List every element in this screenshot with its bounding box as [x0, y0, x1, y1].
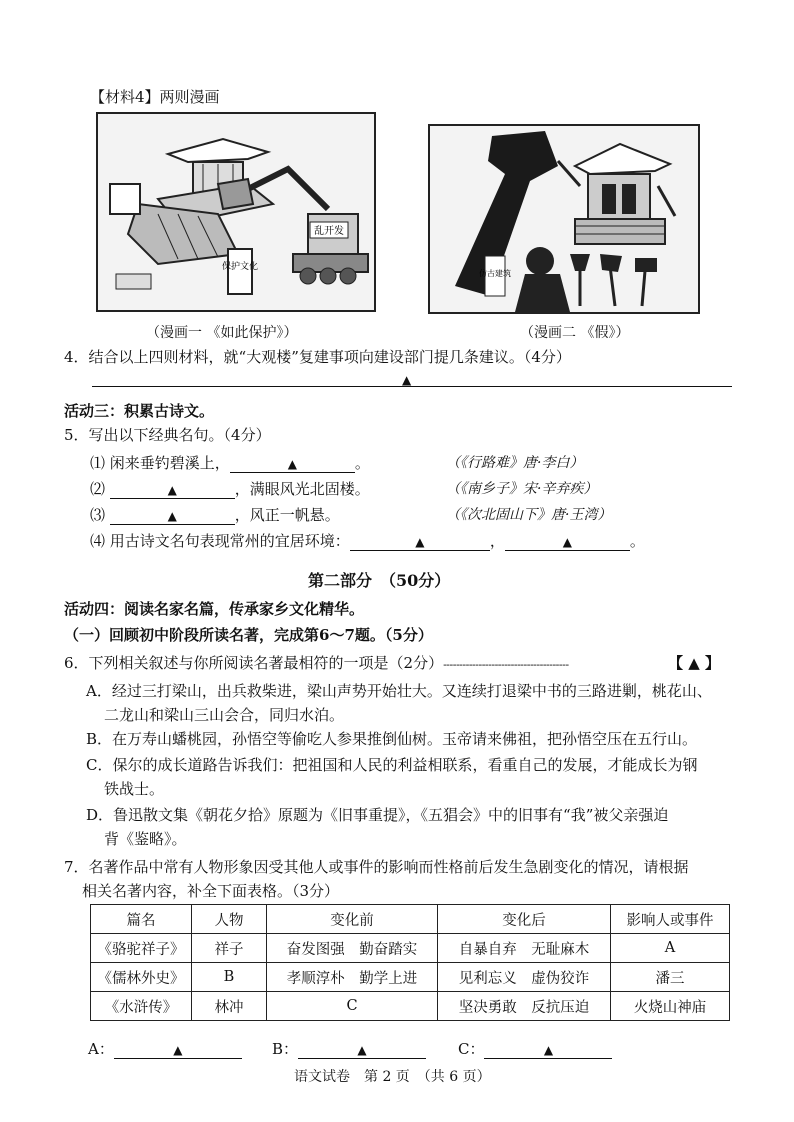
q5-item-1-post: 。 — [354, 454, 370, 472]
table-cell: 火烧山神庙 — [611, 992, 730, 1021]
cartoon2-plaque: 仿古建筑 — [479, 269, 511, 278]
table-cell: 孝顺淳朴 勤学上进 — [267, 963, 438, 992]
question-6-text: 6．下列相关叙述与你所阅读名著最相符的一项是（2分） — [64, 654, 444, 672]
table-row — [91, 992, 730, 1021]
q5-item-2 — [90, 478, 370, 499]
table-cell: B — [192, 963, 267, 992]
cartoon-1-caption: （漫画一 《如此保护》） — [146, 325, 298, 341]
part-2-title: 第二部分 （50分） — [308, 571, 451, 590]
answer-a-blank[interactable] — [114, 1042, 242, 1059]
q5-item-2-num: ⑵ — [90, 480, 106, 498]
cartoon-1 — [96, 112, 376, 312]
q6-option-c-line1: C．保尔的成长道路告诉我们：把祖国和人民的利益相联系，看重自己的发展，才能成长为钢 — [86, 756, 698, 774]
question-6 — [64, 652, 569, 673]
q4-blank-mark: ▲ — [402, 373, 412, 387]
section-1-heading: （一）回顾初中阶段所读名著，完成第6～7题。（5分） — [64, 626, 433, 644]
answer-b-blank[interactable] — [298, 1042, 426, 1059]
q5-item-2-post: ，满眼风光北固楼。 — [234, 480, 370, 498]
q5-item-3-num: ⑶ — [90, 506, 106, 524]
page-footer: 语文试卷 第 2 页 （共 6 页） — [294, 1069, 491, 1085]
cartoon-2-caption: （漫画二 《假》） — [520, 325, 630, 341]
blank-mark: ▲ — [167, 483, 177, 497]
q6-option-a-line1: A．经过三打梁山，出兵救柴进，梁山声势开始壮大。又连续打退梁中书的三路进剿，桃花山、 — [86, 682, 712, 700]
q5-item-4-num: ⑷ — [90, 532, 106, 550]
cartoon-1-drawing — [98, 114, 374, 310]
table-cell: 坚决勇敢 反抗压迫 — [438, 992, 611, 1021]
question-4: 4．结合以上四则材料，就“大观楼”复建事项向建设部门提几条建议。（4分） — [64, 348, 571, 366]
q6-option-c-line2: 铁战士。 — [104, 780, 165, 798]
q5-item-3-blank[interactable] — [110, 508, 235, 525]
blank-mark: ▲ — [287, 457, 297, 471]
table-cell: 《儒林外史》 — [91, 963, 192, 992]
q5-item-3-source: （《次北固山下》唐·王湾） — [446, 507, 612, 523]
answer-a — [88, 1038, 242, 1059]
q5-item-4-blank-1[interactable] — [350, 534, 490, 551]
table-header: 影响人或事件 — [611, 905, 730, 934]
q5-item-1-pre: 闲来垂钓碧溪上， — [109, 454, 230, 472]
table-cell: 《水浒传》 — [91, 992, 192, 1021]
question-7-line2: 相关名著内容，补全下面表格。（3分） — [82, 882, 340, 900]
cartoon-2 — [428, 124, 700, 314]
q5-item-4-pre: 用古诗文名句表现常州的宜居环境： — [109, 532, 350, 550]
q6-option-d-line2: 背《鉴略》。 — [104, 830, 187, 848]
q6-option-d-line1: D．鲁迅散文集《朝花夕拾》原题为《旧事重提》，《五猖会》中的旧事有“我”被父亲强迫 — [86, 806, 669, 824]
table-header: 人物 — [192, 905, 267, 934]
table-header-row — [91, 905, 730, 934]
table-cell: 林冲 — [192, 992, 267, 1021]
novels-table — [90, 904, 730, 1021]
answer-c-label: C： — [458, 1040, 485, 1058]
table-header: 变化前 — [267, 905, 438, 934]
q4-answer-line[interactable] — [92, 386, 732, 387]
table-header: 篇名 — [91, 905, 192, 934]
answer-a-label: A： — [88, 1040, 114, 1058]
q5-item-4-mid: ， — [489, 532, 505, 550]
cartoon1-sign: 乱开发 — [314, 226, 344, 237]
blank-mark: ▲ — [543, 1043, 554, 1057]
q5-item-4-blank-2[interactable] — [505, 534, 630, 551]
blank-mark: ▲ — [415, 535, 425, 549]
q5-item-3-post: ，风正一帆悬。 — [234, 506, 340, 524]
table-cell: 见利忘义 虚伪狡诈 — [438, 963, 611, 992]
q5-item-2-source: （《南乡子》宋·辛弃疾） — [446, 481, 598, 497]
q6-option-b-line1: B．在万寿山蟠桃园，孙悟空等偷吃人参果推倒仙树。玉帝请来佛祖，把孙悟空压在五行山。 — [86, 730, 698, 748]
table-header: 变化后 — [438, 905, 611, 934]
table-cell: C — [267, 992, 438, 1021]
q5-item-4 — [90, 530, 645, 551]
q5-item-1-num: ⑴ — [90, 454, 106, 472]
table-row — [91, 934, 730, 963]
activity-3-heading: 活动三：积累古诗文。 — [64, 402, 215, 420]
blank-mark: ▲ — [562, 535, 572, 549]
table-cell: A — [611, 934, 730, 963]
q5-item-2-blank[interactable] — [110, 482, 235, 499]
blank-mark: ▲ — [167, 509, 177, 523]
question-6-answer-bracket[interactable]: 【 ▲ 】 — [668, 654, 720, 672]
answer-b — [272, 1038, 426, 1059]
answer-c-blank[interactable] — [484, 1042, 612, 1059]
blank-mark: ▲ — [173, 1043, 183, 1057]
table-cell: 奋发图强 勤奋踏实 — [267, 934, 438, 963]
q5-item-1-source: （《行路难》唐·李白） — [446, 455, 584, 471]
answer-b-label: B： — [272, 1040, 299, 1058]
q5-item-1-blank[interactable] — [230, 456, 355, 473]
cartoon-2-drawing — [430, 126, 698, 312]
question-7-line1: 7．名著作品中常有人物形象因受其他人或事件的影响而性格前后发生急剧变化的情况，请根据 — [64, 858, 689, 876]
question-5: 5．写出以下经典名句。（4分） — [64, 426, 271, 444]
q5-item-4-post: 。 — [629, 532, 645, 550]
question-6-dashes: --------------------------------------- — [443, 658, 569, 671]
q6-option-a-line2: 二龙山和梁山三山会合，同归水泊。 — [104, 706, 345, 724]
q5-item-1 — [90, 452, 370, 473]
table-row — [91, 963, 730, 992]
answer-c — [458, 1038, 612, 1059]
table-cell: 《骆驼祥子》 — [91, 934, 192, 963]
blank-mark: ▲ — [357, 1043, 367, 1057]
cartoon1-plaque: 保护文化 — [221, 262, 259, 272]
activity-4-heading: 活动四：阅读名家名篇，传承家乡文化精华。 — [64, 600, 365, 618]
table-cell: 潘三 — [611, 963, 730, 992]
table-cell: 祥子 — [192, 934, 267, 963]
material4-title: 【材料4】两则漫画 — [90, 88, 220, 106]
q5-item-3 — [90, 504, 340, 525]
table-cell: 自暴自弃 无耻麻木 — [438, 934, 611, 963]
